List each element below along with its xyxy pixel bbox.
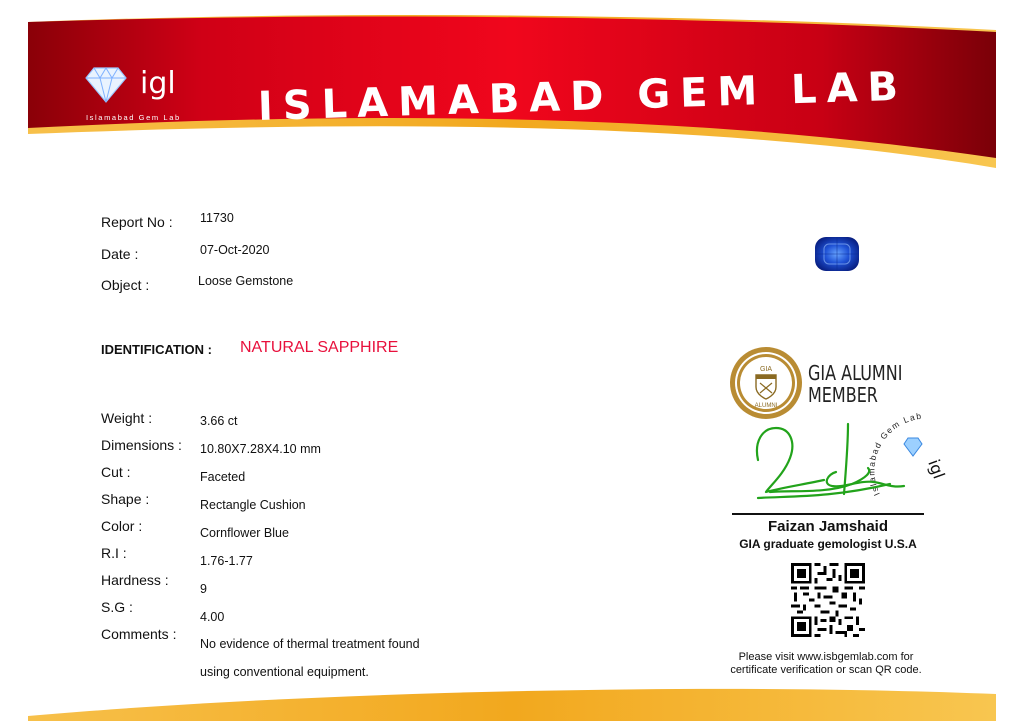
seal-text-bottom: ALUMNI [754,403,778,409]
signatory-name: Faizan Jamshaid [767,518,889,535]
hardness-value: 9 [200,582,207,596]
gia-line-1: GIA ALUMNI [808,361,903,385]
date-value: 07-Oct-2020 [200,243,270,257]
object-label: Object : [101,277,150,293]
dimensions-label: Dimensions : [101,437,182,453]
qr-code-icon[interactable] [791,563,865,637]
stamp-logo-text: igl [924,456,949,482]
signature-stamp [740,402,955,514]
comments-label: Comments : [101,626,177,642]
dimensions-value: 10.80X7.28X4.10 mm [200,442,321,456]
gia-alumni-text [808,362,902,406]
footer-band [0,672,1024,721]
hardness-label: Hardness : [101,572,169,588]
identification-label: IDENTIFICATION : [101,342,212,357]
verification-line-1: Please visit www.isbgemlab.com for [738,651,914,663]
seal-text-top: GIA [759,366,773,373]
ri-value: 1.76-1.77 [200,554,253,568]
cut-value: Faceted [200,470,246,484]
cut-label: Cut : [101,464,131,480]
identification-value: NATURAL SAPPHIRE [240,339,399,356]
report-no-value: 11730 [200,211,234,225]
weight-value: 3.66 ct [200,414,238,428]
sg-label: S.G : [101,599,133,615]
report-no-label: Report No : [101,214,173,230]
shape-label: Shape : [101,491,150,507]
comments-line-1: No evidence of thermal treatment found [200,637,420,651]
stamp-diamond-icon [904,438,922,456]
signatory-title: GIA graduate gemologist U.S.A [739,537,917,551]
sg-value: 4.00 [200,610,225,624]
signature-line [732,513,924,515]
shape-value: Rectangle Cushion [200,498,306,512]
object-value: Loose Gemstone [198,274,294,288]
weight-label: Weight : [101,410,153,426]
color-value: Cornflower Blue [200,526,289,540]
logo-text: igl [140,66,176,101]
date-label: Date : [101,246,139,262]
stamp-arc-text: Islamabad Gem Lab [866,410,924,498]
sapphire-gem-icon [812,233,862,275]
lab-title: ISLAMABAD GEM LAB [257,63,909,130]
logo-subtitle: Islamabad Gem Lab [86,113,181,122]
gia-line-2: MEMBER [808,383,878,407]
ri-label: R.I : [101,545,127,561]
verification-line-2: certificate verification or scan QR code. [730,664,922,676]
color-label: Color : [101,518,143,534]
comments-line-2: using conventional equipment. [200,665,369,679]
